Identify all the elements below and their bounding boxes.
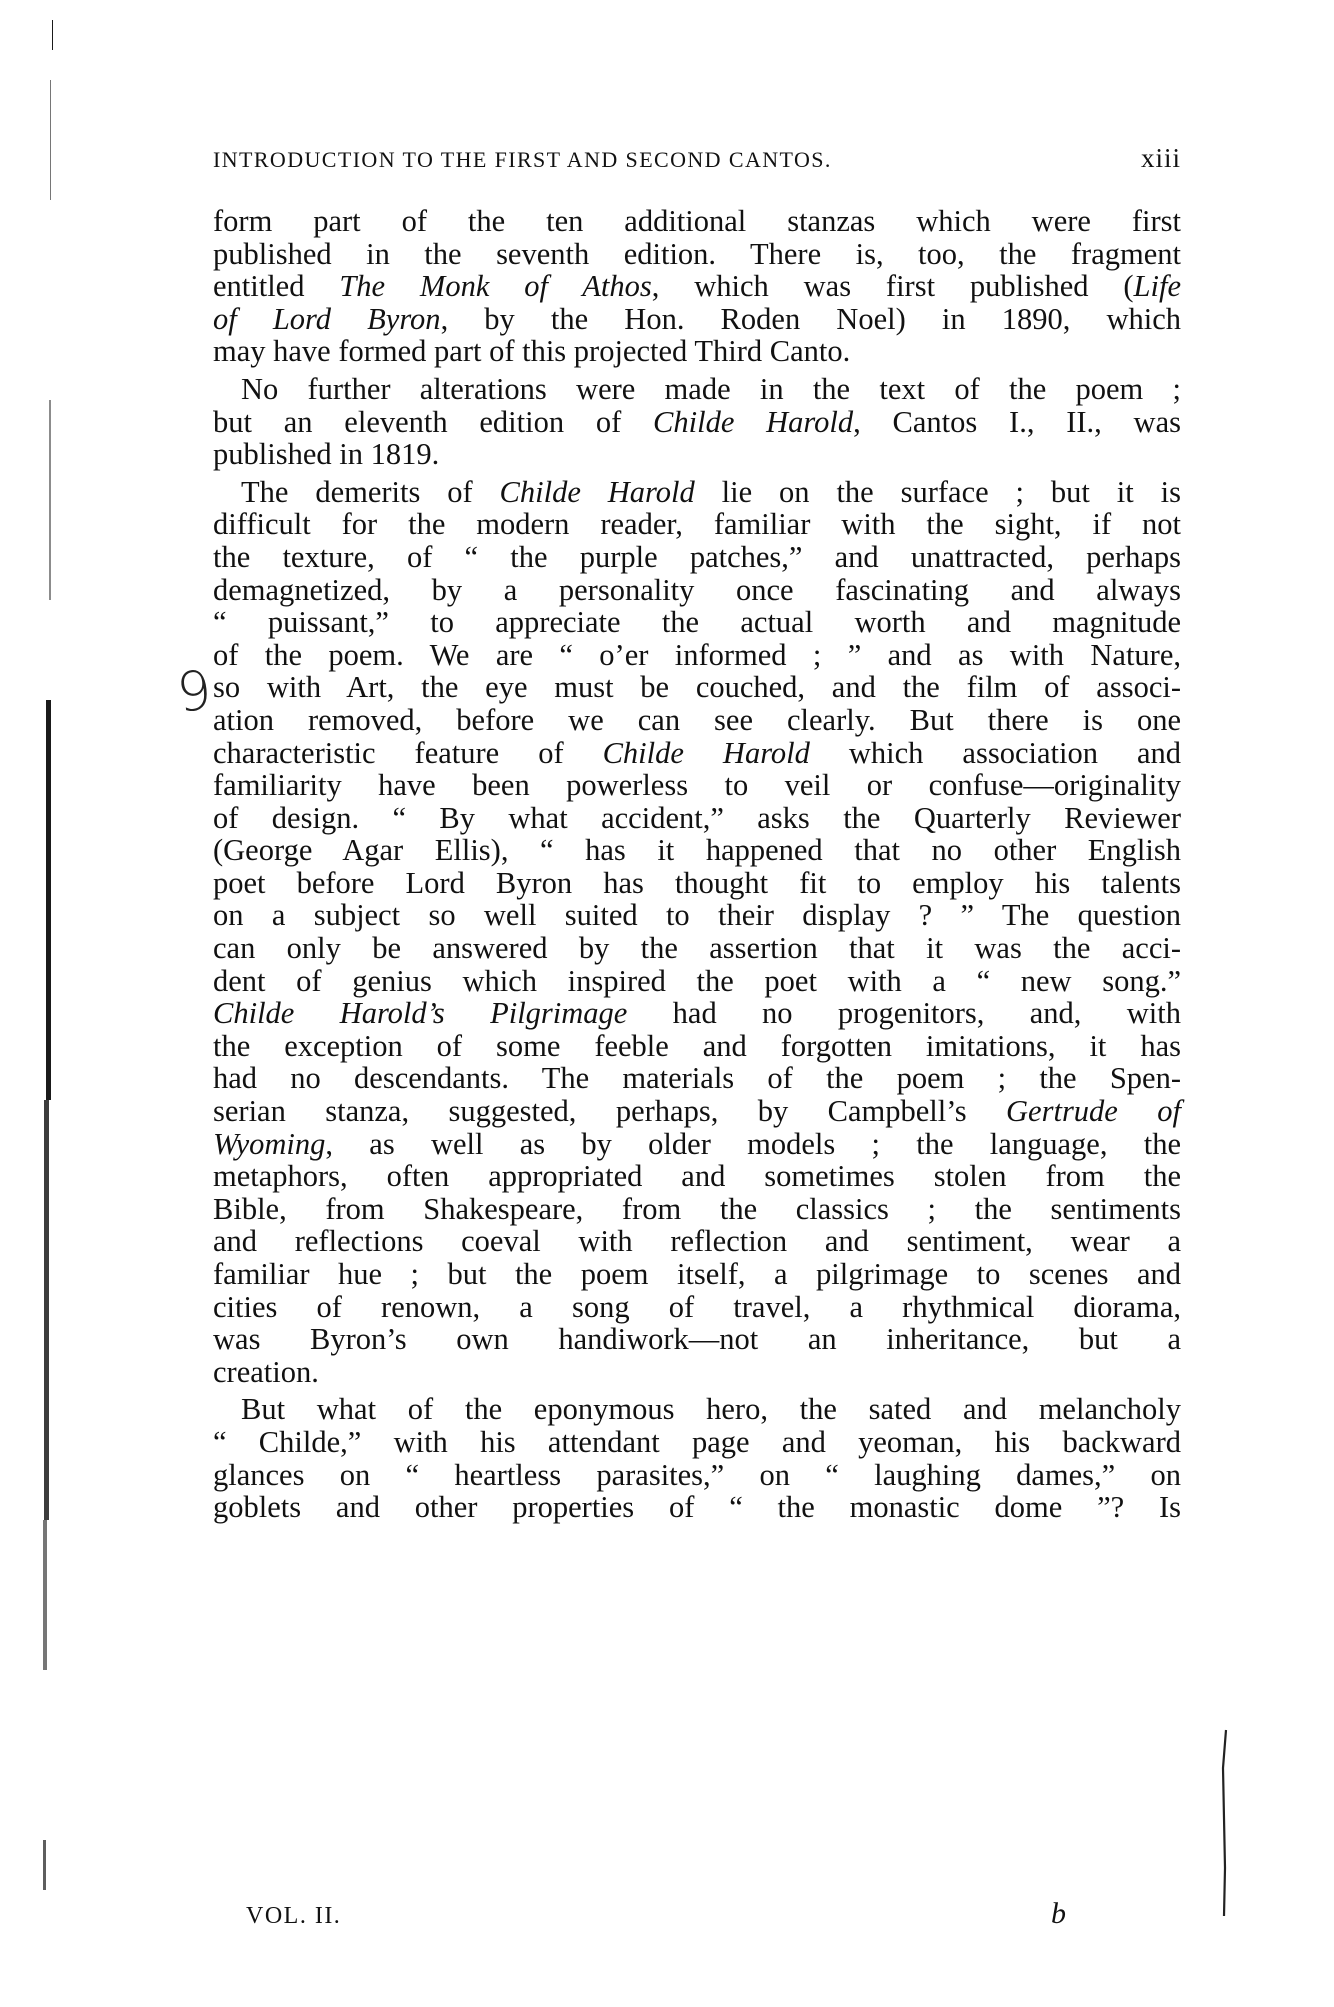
italic-title: Childe Harold [602, 735, 810, 770]
volume-label: VOL. II. [246, 1903, 342, 1929]
text-segment: form part of the ten additional stanzas which were first [213, 204, 1181, 238]
italic-title: of Lord Byron [213, 301, 441, 336]
text-segment: but an eleventh edition of [213, 404, 654, 439]
text-segment: glances on “ heartless parasites,” on “ laughing dames,” on [213, 1457, 1181, 1492]
italic-title: Childe Harold [653, 404, 854, 439]
scanned-page-edge [38, 20, 52, 1980]
text-line [213, 737, 1181, 770]
text-segment: demagnetized, by a personality once fascinating and always [213, 572, 1181, 607]
text-segment: serian stanza, suggested, perhaps, by Campbell’s [213, 1094, 1007, 1129]
text-line [213, 1393, 1181, 1426]
text-line [213, 1491, 1181, 1524]
italic-title: Life [1133, 269, 1181, 304]
text-line [213, 1095, 1181, 1128]
text-segment: dent of genius which inspired the poet with a “ new song.” [213, 963, 1181, 998]
text-line [213, 965, 1181, 998]
text-segment: of design. “ By what accident,” asks the Quarterly Reviewer [213, 800, 1181, 835]
text-segment: of the poem. We are “ o’er informed ; ” and as with Nature, [213, 637, 1181, 672]
text-segment: was Byron’s own handiwork—not an inheritance, but a [213, 1322, 1181, 1357]
text-line [213, 769, 1181, 802]
text-line [213, 438, 1181, 471]
page-number: xiii [1140, 143, 1181, 173]
text-line [213, 270, 1181, 303]
signature-mark: b [1051, 1897, 1066, 1930]
text-line [213, 508, 1181, 541]
handwritten-margin-mark: 9 [173, 658, 215, 725]
text-segment: , which was first published ( [651, 269, 1134, 304]
text-line [213, 704, 1181, 737]
italic-title: Wyoming [213, 1126, 326, 1161]
italic-title: Childe Harold [499, 474, 695, 509]
text-line [213, 373, 1181, 406]
text-segment: and reflections coeval with reflection and sentiment, wear a [213, 1224, 1181, 1259]
text-line [213, 899, 1181, 932]
text-segment: , Cantos I., II., was [853, 404, 1181, 439]
text-segment: the exception of some feeble and forgotten imitations, it has [213, 1028, 1181, 1063]
text-segment: on a subject so well suited to their display ? ” The question [213, 898, 1181, 933]
text-line [213, 1426, 1181, 1459]
text-line [213, 335, 1181, 368]
text-segment: (George Agar Ellis), “ has it happened that no other English [213, 833, 1181, 868]
text-segment: so with Art, the eye must be couched, and the film of associ- [213, 670, 1181, 705]
text-segment: published in the seventh edition. There is, too, the fragment [213, 236, 1181, 271]
italic-title: Childe Harold’s Pilgrimage [213, 996, 628, 1031]
text-segment: characteristic feature of [213, 735, 603, 770]
text-line [213, 1030, 1181, 1063]
text-line [213, 997, 1181, 1030]
text-segment: the texture, of “ the purple patches,” and unattracted, perhaps [213, 539, 1181, 574]
text-segment: metaphors, often appropriated and sometimes stolen from the [213, 1159, 1181, 1194]
text-line [213, 541, 1181, 574]
text-line [213, 1193, 1181, 1226]
text-line [213, 303, 1181, 336]
text-segment: had no descendants. The materials of the poem ; the Spen- [213, 1061, 1181, 1096]
page-footer [246, 1897, 1066, 1931]
text-line [213, 1291, 1181, 1324]
italic-title: The Monk of Athos [339, 269, 652, 304]
text-segment: can only be answered by the assertion that it was the acci- [213, 931, 1181, 966]
text-line [213, 1258, 1181, 1291]
text-segment: published in 1819. [213, 437, 440, 472]
text-segment: , by the Hon. Roden Noel) in 1890, which [440, 301, 1181, 336]
text-segment: The demerits of [241, 474, 500, 509]
text-segment: which association and [809, 735, 1181, 770]
text-line [213, 238, 1181, 271]
text-segment: No further alterations were made in the text of the poem ; [241, 371, 1181, 406]
text-segment: “ Childe,” with his attendant page and yeoman, his backward [213, 1424, 1181, 1459]
text-line [213, 671, 1181, 704]
text-line [213, 1160, 1181, 1193]
text-line [213, 639, 1181, 672]
italic-title: Gertrude of [1006, 1094, 1181, 1129]
text-segment: had no progenitors, and, with [627, 996, 1181, 1031]
text-line [213, 1128, 1181, 1161]
text-segment: poet before Lord Byron has thought fit to employ his talents [213, 865, 1181, 900]
text-line [213, 1356, 1181, 1389]
text-line [213, 867, 1181, 900]
text-segment: entitled [213, 269, 340, 304]
text-segment: may have formed part of this projected Third Canto. [213, 334, 851, 369]
text-line [213, 1062, 1181, 1095]
body-text [213, 205, 1181, 1524]
running-title: INTRODUCTION TO THE FIRST AND SECOND CANTOS. [213, 147, 832, 172]
text-segment: goblets and other properties of “ the monastic dome ”? Is [213, 1490, 1181, 1525]
text-line [213, 574, 1181, 607]
text-line [213, 802, 1181, 835]
text-line [213, 1459, 1181, 1492]
text-segment: familiar hue ; but the poem itself, a pilgrimage to scenes and [213, 1257, 1181, 1291]
text-line [213, 406, 1181, 439]
text-segment: familiarity have been powerless to veil or confuse—originality [213, 768, 1181, 803]
text-line [213, 932, 1181, 965]
text-line [213, 606, 1181, 639]
text-line [213, 1225, 1181, 1258]
text-segment: “ puissant,” to appreciate the actual worth and magnitude [213, 605, 1181, 640]
text-segment: , as well as by older models ; the language, the [325, 1126, 1181, 1161]
text-line [213, 476, 1181, 509]
pencil-margin-line [1220, 1728, 1230, 1918]
text-line [213, 205, 1181, 238]
text-segment: Bible, from Shakespeare, from the classics ; the sentiments [213, 1191, 1181, 1226]
text-line [213, 834, 1181, 867]
text-segment: lie on the surface ; but it is [694, 474, 1181, 509]
text-segment: ation removed, before we can see clearly. But there is one [213, 702, 1181, 737]
text-segment: But what of the eponymous hero, the sated and melancholy [241, 1392, 1181, 1427]
text-line [213, 1323, 1181, 1356]
text-segment: cities of renown, a song of travel, a rhythmical diorama, [213, 1289, 1181, 1324]
text-segment: creation. [213, 1354, 319, 1389]
running-head [213, 143, 1181, 174]
text-segment: difficult for the modern reader, familiar with the sight, if not [213, 507, 1181, 542]
